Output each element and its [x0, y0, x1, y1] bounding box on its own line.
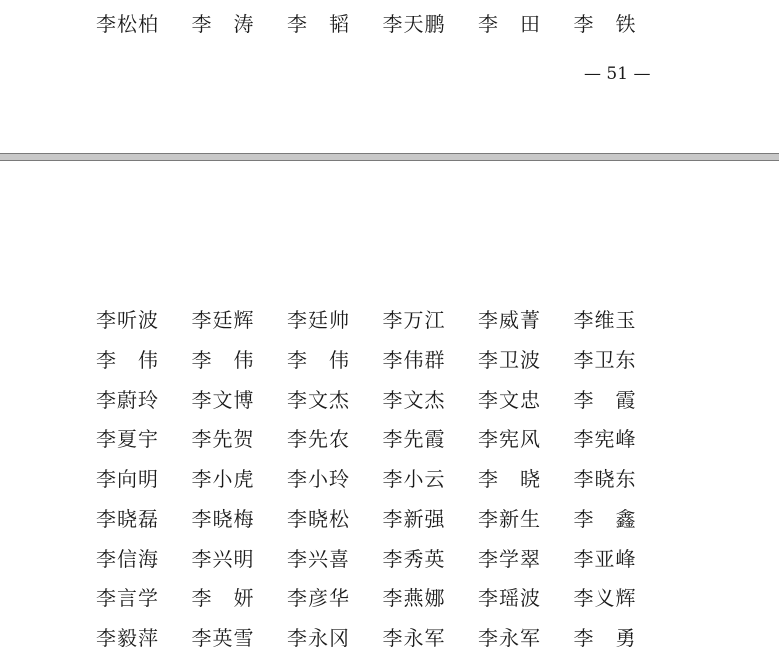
name-cell: 李 涛: [191, 12, 255, 36]
name-cell: 李义辉: [573, 586, 637, 610]
name-row: [96, 583, 669, 613]
name-cell: 李小虎: [191, 467, 255, 491]
name-row: [96, 544, 669, 574]
name-cell: 李廷辉: [191, 308, 255, 332]
name-cell: 李燕娜: [382, 586, 446, 610]
name-row: [96, 504, 669, 534]
name-cell: 李蔚玲: [96, 388, 159, 412]
name-row: [96, 623, 669, 653]
name-cell: 李永冈: [287, 626, 350, 650]
name-cell: 李伟群: [382, 348, 446, 372]
name-cell: 李先农: [287, 427, 350, 451]
name-row: [96, 345, 669, 375]
name-cell: 李 田: [478, 12, 541, 36]
name-cell: 李 伟: [287, 348, 350, 372]
name-cell: 李天鹏: [382, 12, 446, 36]
name-cell: 李亚峰: [573, 547, 637, 571]
name-cell: 李 铁: [573, 12, 637, 36]
name-cell: 李 妍: [191, 586, 255, 610]
name-cell: 李廷帅: [287, 308, 350, 332]
name-cell: 李向明: [96, 467, 159, 491]
name-row: [96, 305, 669, 335]
name-cell: 李听波: [96, 308, 159, 332]
name-cell: 李卫东: [573, 348, 637, 372]
name-cell: 李英雪: [191, 626, 255, 650]
name-cell: 李宪风: [478, 427, 541, 451]
name-cell: 李先贺: [191, 427, 255, 451]
name-cell: 李兴明: [191, 547, 255, 571]
name-cell: 李晓梅: [191, 507, 255, 531]
name-cell: 李 韬: [287, 12, 350, 36]
page-divider: [0, 153, 779, 161]
name-cell: 李松柏: [96, 12, 159, 36]
name-row: [96, 385, 669, 415]
name-cell: 李永军: [382, 626, 446, 650]
name-cell: 李毅萍: [96, 626, 159, 650]
name-cell: 李宪峰: [573, 427, 637, 451]
name-row: [96, 9, 669, 39]
name-cell: 李 霞: [573, 388, 637, 412]
name-cell: 李 勇: [573, 626, 637, 650]
name-cell: 李卫波: [478, 348, 541, 372]
name-cell: 李 伟: [96, 348, 159, 372]
name-cell: 李小云: [382, 467, 446, 491]
name-cell: 李新生: [478, 507, 541, 531]
name-cell: 李文忠: [478, 388, 541, 412]
document-page-upper: [0, 0, 779, 153]
name-cell: 李秀英: [382, 547, 446, 571]
name-row: [96, 424, 669, 454]
name-cell: 李瑶波: [478, 586, 541, 610]
name-cell: 李 伟: [191, 348, 255, 372]
name-cell: 李晓磊: [96, 507, 159, 531]
name-row: [96, 464, 669, 494]
name-cell: 李小玲: [287, 467, 350, 491]
name-cell: 李晓东: [573, 467, 637, 491]
name-cell: 李威菁: [478, 308, 541, 332]
name-cell: 李夏宇: [96, 427, 159, 451]
name-cell: 李万江: [382, 308, 446, 332]
page-number: — 51 —: [584, 64, 651, 84]
name-cell: 李信海: [96, 547, 159, 571]
name-cell: 李永军: [478, 626, 541, 650]
name-cell: 李文博: [191, 388, 255, 412]
name-cell: 李 鑫: [573, 507, 637, 531]
document-page-lower: [0, 161, 779, 655]
name-cell: 李文杰: [382, 388, 446, 412]
name-cell: 李 晓: [478, 467, 541, 491]
name-cell: 李新强: [382, 507, 446, 531]
name-cell: 李先霞: [382, 427, 446, 451]
name-cell: 李文杰: [287, 388, 350, 412]
name-cell: 李兴喜: [287, 547, 350, 571]
name-cell: 李彦华: [287, 586, 350, 610]
name-cell: 李晓松: [287, 507, 350, 531]
name-cell: 李言学: [96, 586, 159, 610]
name-cell: 李维玉: [573, 308, 637, 332]
name-cell: 李学翠: [478, 547, 541, 571]
